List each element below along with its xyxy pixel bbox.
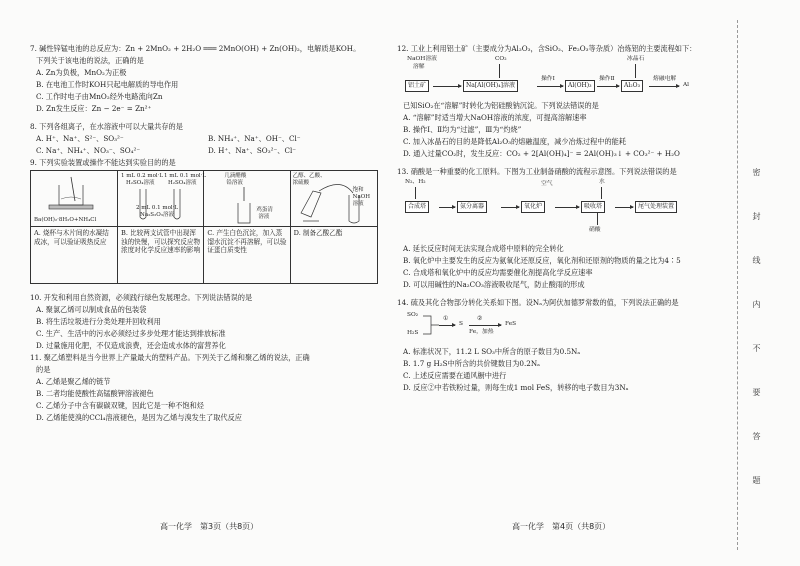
reagent-label: 浓硫酸 xyxy=(292,180,310,186)
flow-label: ① xyxy=(443,316,449,322)
reagent-label: 溶液 xyxy=(352,201,364,207)
experiment-cell-a xyxy=(31,171,118,283)
option-d: D. 通入过量CO₂时，发生反应：CO₂ + 2[Al(OH)₄]⁻ = 2Al(OH)₃↓ + CO₃²⁻ + H₂O xyxy=(403,149,680,158)
bracket-icon xyxy=(421,310,461,344)
option-d: D. 反应②中若铁粉过量，则每生成1 mol FeS，转移的电子数目为3Nₐ xyxy=(403,383,629,392)
experiment-table xyxy=(30,170,378,284)
question-note: 已知SiO₂在“溶解”时转化为铝硅酸钠沉淀。下列说法错误的是 xyxy=(403,101,599,110)
question-11 xyxy=(30,353,380,422)
nitric-acid-flowchart xyxy=(403,179,727,241)
flow-box: Al(OH)₃ xyxy=(565,80,595,92)
option-b: B. 1.7 g H₂S中所含的共价键数目为0.2Nₐ xyxy=(403,359,540,368)
question-stem: 9. 下列实验装置或操作不能达到实验目的的是 xyxy=(30,158,176,167)
reagent-label: 鸡蛋清 xyxy=(256,207,273,213)
option-a: A. 烧杯与木片间的水凝结成冰，可以验证吸热反应 xyxy=(34,229,109,246)
flow-box: Al₂O₃ xyxy=(621,80,643,92)
flow-label: 空气 xyxy=(541,181,553,187)
option-c: C. 合成塔和氧化炉中的反应均需要催化剂提高化学反应速率 xyxy=(403,268,593,277)
option-d: D. 过量施用化肥，不仅造成浪费，还会造成水体的富营养化 xyxy=(36,341,226,350)
beaker-figure xyxy=(31,171,117,227)
flow-arrow xyxy=(469,325,501,326)
question-7 xyxy=(30,44,380,113)
flow-label: Al xyxy=(683,82,690,88)
flow-label: SO₂ xyxy=(407,312,419,318)
flow-box: 氨分离器 xyxy=(457,201,487,213)
question-13 xyxy=(397,167,727,289)
flow-arrow xyxy=(433,86,461,87)
question-stem: 11. 聚乙烯塑料是当今世界上产量最大的塑料产品。下列关于乙烯和聚乙烯的说法，正确 xyxy=(30,353,310,362)
flow-label: 水 xyxy=(599,179,605,185)
question-9 xyxy=(30,158,380,284)
option-b: B. 操作Ⅰ、Ⅱ均为“过滤”，Ⅲ为“灼烧” xyxy=(403,125,522,134)
option-d: D. Zn发生反应：Zn − 2e⁻ = Zn²⁺ xyxy=(36,104,152,113)
option-a: A. H⁺、Na⁺、S²⁻、SO₃²⁻ xyxy=(36,134,124,143)
flow-label: CO₂ xyxy=(495,56,507,62)
option-a: A. “溶解”时适当增大NaOH溶液的浓度，可提高溶解速率 xyxy=(403,113,587,122)
experiment-cell-b xyxy=(118,171,207,283)
flow-box: 铝土矿 xyxy=(405,80,429,92)
option-c: C. 上述反应需要在通风橱中进行 xyxy=(403,371,507,380)
flow-label: 溶解 xyxy=(413,64,425,70)
question-stem: 14. 硫及其化合物部分转化关系如下图。设Nₐ为阿伏加德罗常数的值，下列说法正确的是 xyxy=(397,298,679,307)
option-a: A. 标准状况下，11.2 L SO₃中所含的原子数目为0.5Nₐ xyxy=(403,347,581,356)
right-column xyxy=(397,44,727,395)
option-a: A. 乙烯是聚乙烯的链节 xyxy=(36,377,111,386)
ester-apparatus-figure xyxy=(291,171,377,227)
option-b: B. NH₄⁺、Na⁺、OH⁻、Cl⁻ xyxy=(208,134,301,143)
reagent-label: 乙醇、乙酸、 xyxy=(292,173,326,179)
flow-label: 操作Ⅰ xyxy=(541,76,555,82)
flow-box: 合成塔 xyxy=(405,201,429,213)
flow-arrow xyxy=(597,86,619,87)
question-stem: 12. 工业上利用铝土矿（主要成分为Al₂O₃，含SiO₂、Fe₂O₃等杂质）冶炼铝的主要流程如下： xyxy=(397,44,697,53)
flow-arrow xyxy=(439,207,455,208)
question-sub: 的是 xyxy=(36,365,51,374)
question-10 xyxy=(30,293,380,350)
reagent-label: 2 mL 0.1 mol·L xyxy=(136,205,179,211)
reagent-label: 铅溶液 xyxy=(226,180,243,186)
flow-label: N₂、H₂ xyxy=(405,179,426,185)
sulfur-flowchart xyxy=(403,310,727,344)
flow-label: 硝酸 xyxy=(589,227,601,233)
flow-label: 操作Ⅱ xyxy=(599,76,615,82)
reagent-label: 几滴醋酸 xyxy=(224,173,247,179)
reagent-label: Na₂S₂O₃溶液 xyxy=(140,212,174,218)
flow-arrow xyxy=(439,325,455,326)
question-stem: 7. 碱性锌锰电池的总反应为：Zn + 2MnO₂ + 2H₂O ═══ 2MnO(OH) + Zn(OH)₂，电解质是KOH。 xyxy=(30,44,361,53)
alumina-flowchart xyxy=(403,56,727,98)
option-b: B. 将生活垃圾进行分类处理并回收利用 xyxy=(36,317,161,326)
option-d: D. 乙烯能使溴的CCl₄溶液褪色，是因为乙烯与溴发生了取代反应 xyxy=(36,413,242,422)
question-stem: 13. 硝酸是一种重要的化工原料。下图为工业制备硝酸的流程示意图。下列说法错误的是 xyxy=(397,167,677,176)
flow-arrow xyxy=(501,207,519,208)
question-8 xyxy=(30,122,380,155)
option-d: D. 可以用碱性的Na₂CO₃溶液吸收尾气，防止酸雨的形成 xyxy=(403,280,585,289)
flow-arrow xyxy=(635,64,636,78)
flow-label: 冰晶石 xyxy=(627,56,645,62)
flow-box: 吸收塔 xyxy=(581,201,605,213)
option-a: A. 聚氯乙烯可以制成食品的包装袋 xyxy=(36,305,147,314)
flow-label: Fe，加热 xyxy=(469,329,494,335)
flow-arrow xyxy=(649,86,679,87)
question-14 xyxy=(397,298,727,392)
page-footer: 高一化学 第3页（共8页） xyxy=(160,522,259,531)
reagent-label: 饱和 xyxy=(352,187,364,193)
seal-line-text: 密 封 线 内 不 要 答 题 xyxy=(752,168,761,498)
option-d: D. 制备乙酸乙酯 xyxy=(293,229,343,237)
reagent-label: H₂SO₄溶液 xyxy=(168,180,197,186)
option-b: B. 在电池工作时KOH只起电解质的导电作用 xyxy=(36,80,179,89)
option-a: A. 延长反应时间无法实现合成塔中原料的完全转化 xyxy=(403,244,564,253)
flow-label: FeS xyxy=(505,321,517,327)
option-b: B. 二者均能使酸性高锰酸钾溶液褪色 xyxy=(36,389,154,398)
flow-arrow xyxy=(537,86,563,87)
protein-figure xyxy=(204,171,289,227)
question-sub: 下列关于该电池的说法，正确的是 xyxy=(36,56,144,65)
flow-label: NaOH溶液 xyxy=(407,56,437,62)
flow-label: H₂S xyxy=(407,330,419,336)
reagent-label: 溶液 xyxy=(258,214,270,220)
left-column xyxy=(30,44,380,425)
question-stem: 10. 开发和利用自然资源，必须践行绿色发展理念。下列说法错误的是 xyxy=(30,293,253,302)
reagent-label: Ba(OH)₂·8H₂O+NH₄Cl xyxy=(34,217,97,223)
flow-arrow xyxy=(597,213,598,225)
experiment-cell-c xyxy=(204,171,290,283)
option-b: B. 比较两支试管中出现浑浊的快慢，可以探究反应物浓度对化学反应速率的影响 xyxy=(121,229,201,255)
option-c: C. 加入冰晶石的目的是降低Al₂O₃的熔融温度，减少冶炼过程中的能耗 xyxy=(403,137,627,146)
option-a: A. Zn为负极，MnO₂为正极 xyxy=(36,68,127,77)
option-c: C. 工作时电子由MnO₂经外电路流向Zn xyxy=(36,92,163,101)
flow-box: 尾气处理装置 xyxy=(635,201,677,213)
question-12 xyxy=(397,44,727,158)
option-b: B. 氧化炉中主要发生的反应为氨氧化还原反应，氧化剂和还原剂的物质的量之比为4∶5 xyxy=(403,256,681,265)
reagent-label: 1 mL 0.2 mol·L xyxy=(121,173,164,179)
flow-arrow xyxy=(415,187,416,199)
option-c: C. 产生白色沉淀，加入蒸馏水沉淀不再溶解，可以验证蛋白质变性 xyxy=(207,229,287,255)
option-c: C. 生产、生活中的污水必须经过多步处理才能达到排放标准 xyxy=(36,329,226,338)
flow-box: 氧化炉 xyxy=(521,201,545,213)
flow-label: ② xyxy=(477,316,483,322)
flow-arrow xyxy=(499,64,500,78)
question-stem: 8. 下列各组离子，在水溶液中可以大量共存的是 xyxy=(30,122,183,131)
page-footer: 高一化学 第4页（共8页） xyxy=(512,522,611,531)
flow-arrow xyxy=(601,187,602,199)
reagent-label: NaOH xyxy=(352,194,371,200)
flow-box: Na[Al(OH)₄]溶液 xyxy=(463,80,518,92)
reagent-label: H₂SO₄溶液 xyxy=(126,180,155,186)
reagent-label: 1 mL 0.1 mol·L xyxy=(164,173,207,179)
dropper-icon xyxy=(204,171,290,227)
experiment-cell-d xyxy=(291,171,377,283)
flow-label: 熔融电解 xyxy=(653,76,677,82)
option-c: C. 乙烯分子中含有碳碳双键，因此它是一种不饱和烃 xyxy=(36,401,204,410)
option-c: C. Na⁺、NH₄⁺、NO₃⁻、SO₄²⁻ xyxy=(36,146,141,155)
flow-arrow xyxy=(555,207,579,208)
test-tubes-figure xyxy=(118,171,207,227)
flow-arrow xyxy=(615,207,633,208)
flow-label: S xyxy=(459,321,463,327)
option-d: D. H⁺、Na⁺、SO₃²⁻、Cl⁻ xyxy=(208,146,297,155)
